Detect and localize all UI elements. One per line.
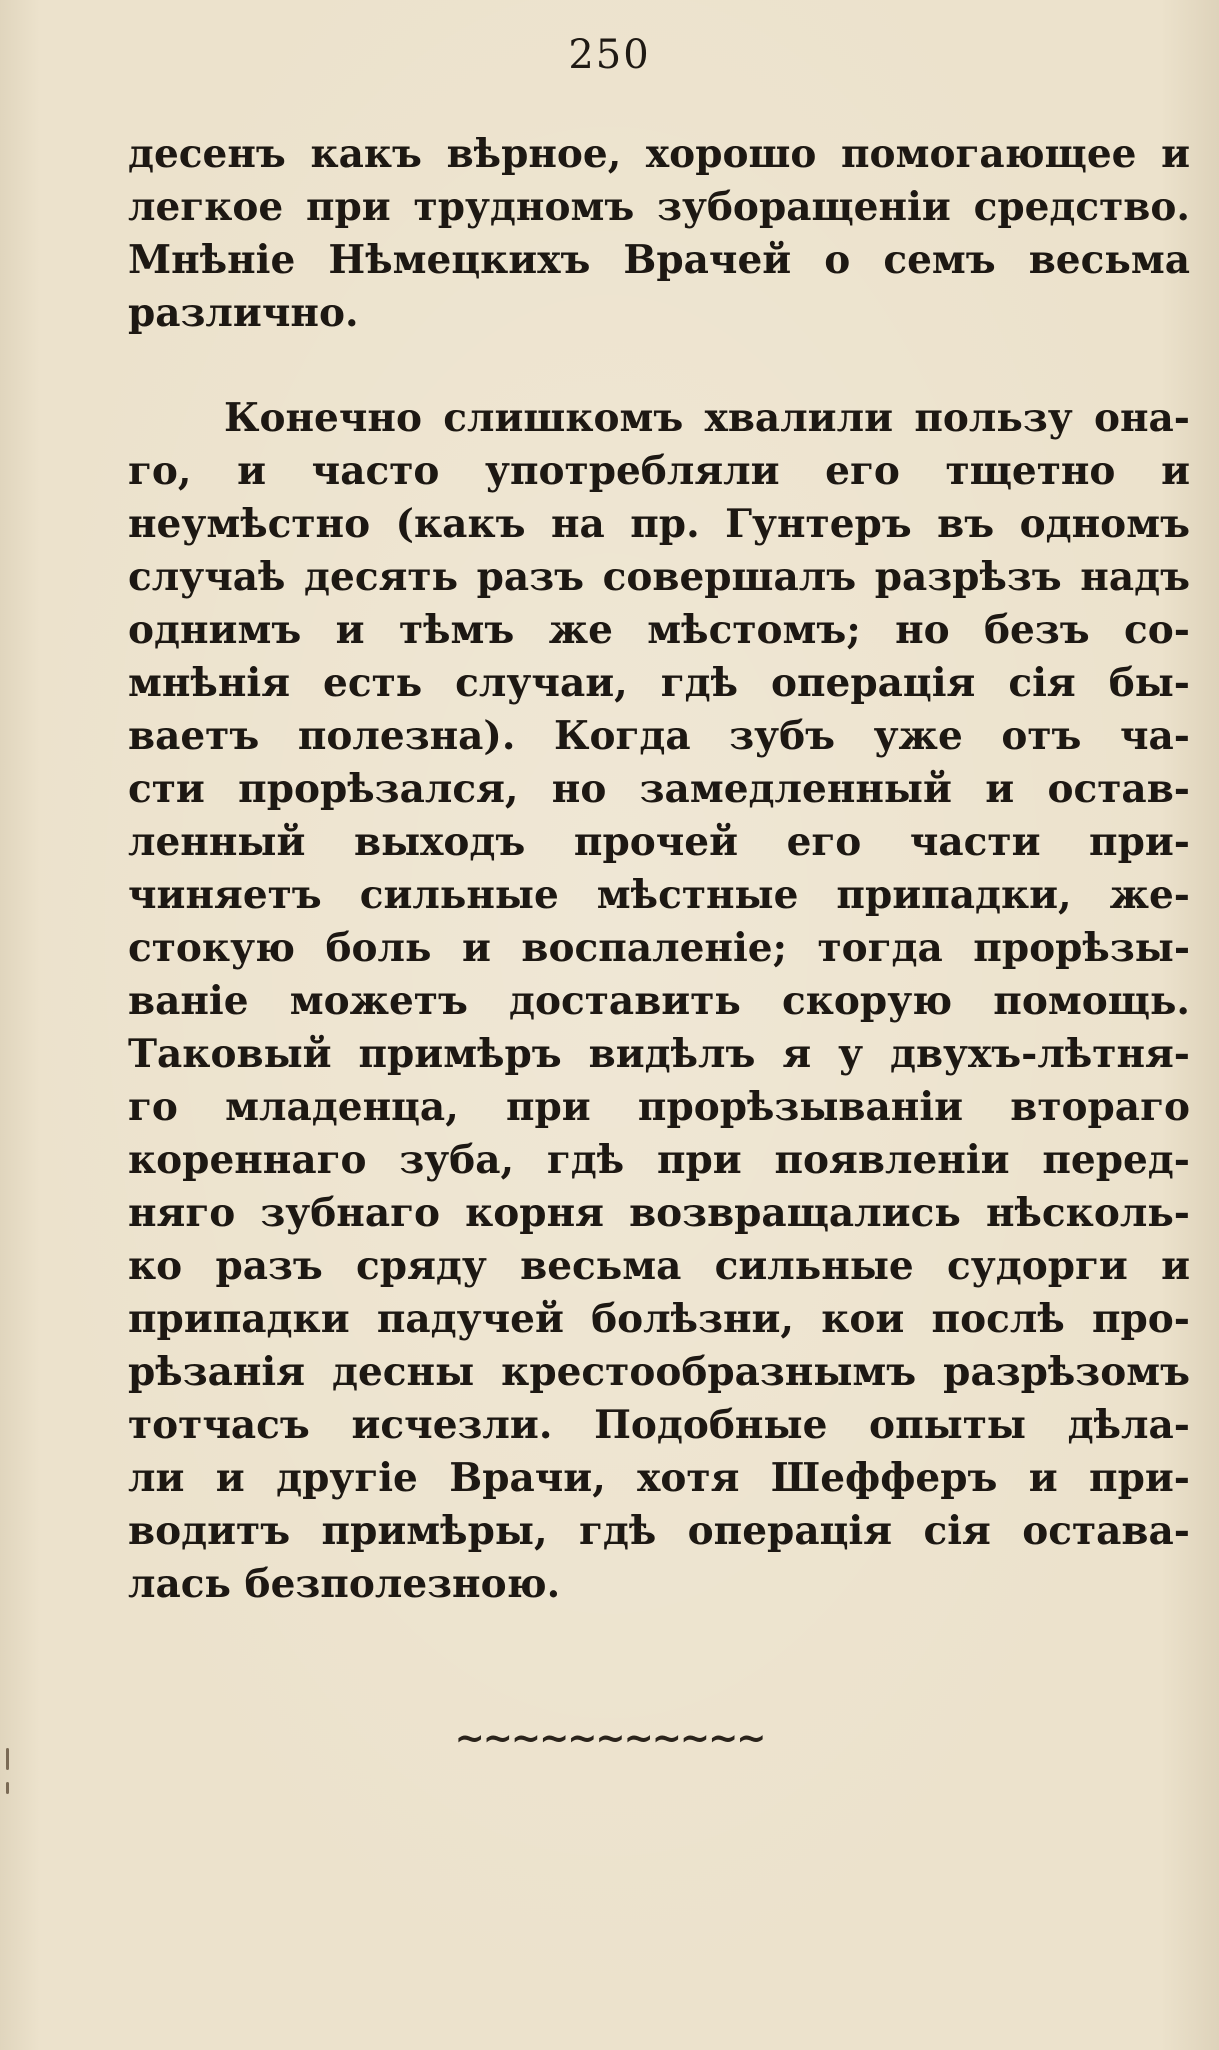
text-line: стокую боль и воспаленіе; тогда прорѣзы- [128,925,1190,971]
text-line: кореннаго зуба, гдѣ при появленіи перед- [128,1137,1190,1183]
text-line: лась безполезною. [128,1561,561,1607]
text-line: ваніе можетъ доставить скорую помощь. [128,978,1190,1024]
text-line: Мнѣніе Нѣмецкихъ Врачей о семъ весьма [128,237,1190,283]
text-line: десенъ какъ вѣрное, хорошо помогающее и [128,131,1190,177]
text-line: различно. [128,290,359,336]
text-line: ли и другіе Врачи, хотя Шефферъ и при- [128,1455,1190,1501]
paragraph-2 [128,392,1190,1611]
text-line: ко разъ сряду весьма сильные судорги и [128,1243,1190,1289]
body-text [128,128,1190,1611]
text-line: неумѣстно (какъ на пр. Гунтеръ въ одномъ [128,501,1190,547]
text-line: мнѣнія есть случаи, гдѣ операція сія бы- [128,660,1190,706]
ornament-divider: ~~~~~~~~~~~ [454,1718,765,1759]
text-line: водитъ примѣры, гдѣ операція сія остава- [128,1508,1190,1554]
page-edge-mark [6,1782,9,1794]
text-line: рѣзанія десны крестообразнымъ разрѣзомъ [128,1349,1190,1395]
paragraph-1 [128,128,1190,340]
page-edge-mark [6,1748,9,1770]
text-line: ленный выходъ прочей его части при- [128,819,1190,865]
text-line: ваетъ полезна). Когда зубъ уже отъ ча- [128,713,1190,759]
page-number: 250 [568,32,651,78]
paragraph-gap [128,340,1190,392]
text-line: чиняетъ сильные мѣстные припадки, же- [128,872,1190,918]
text-line: няго зубнаго корня возвращались нѣсколь- [128,1190,1190,1236]
text-line: сти прорѣзался, но замедленный и остав- [128,766,1190,812]
text-line: го, и часто употребляли его тщетно и [128,448,1190,494]
text-line: Таковый примѣръ видѣлъ я у двухъ-лѣтня- [128,1031,1190,1077]
text-line: тотчасъ исчезли. Подобные опыты дѣла- [128,1402,1190,1448]
text-line: го младенца, при прорѣзываніи втораго [128,1084,1190,1130]
text-line: Конечно слишкомъ хвалили пользу она- [224,395,1190,441]
text-line: однимъ и тѣмъ же мѣстомъ; но безъ со- [128,607,1190,653]
text-line: легкое при трудномъ зуборащеніи средство. [128,184,1190,230]
text-line: припадки падучей болѣзни, кои послѣ про- [128,1296,1190,1342]
text-line: случаѣ десять разъ совершалъ разрѣзъ надъ [128,554,1190,600]
